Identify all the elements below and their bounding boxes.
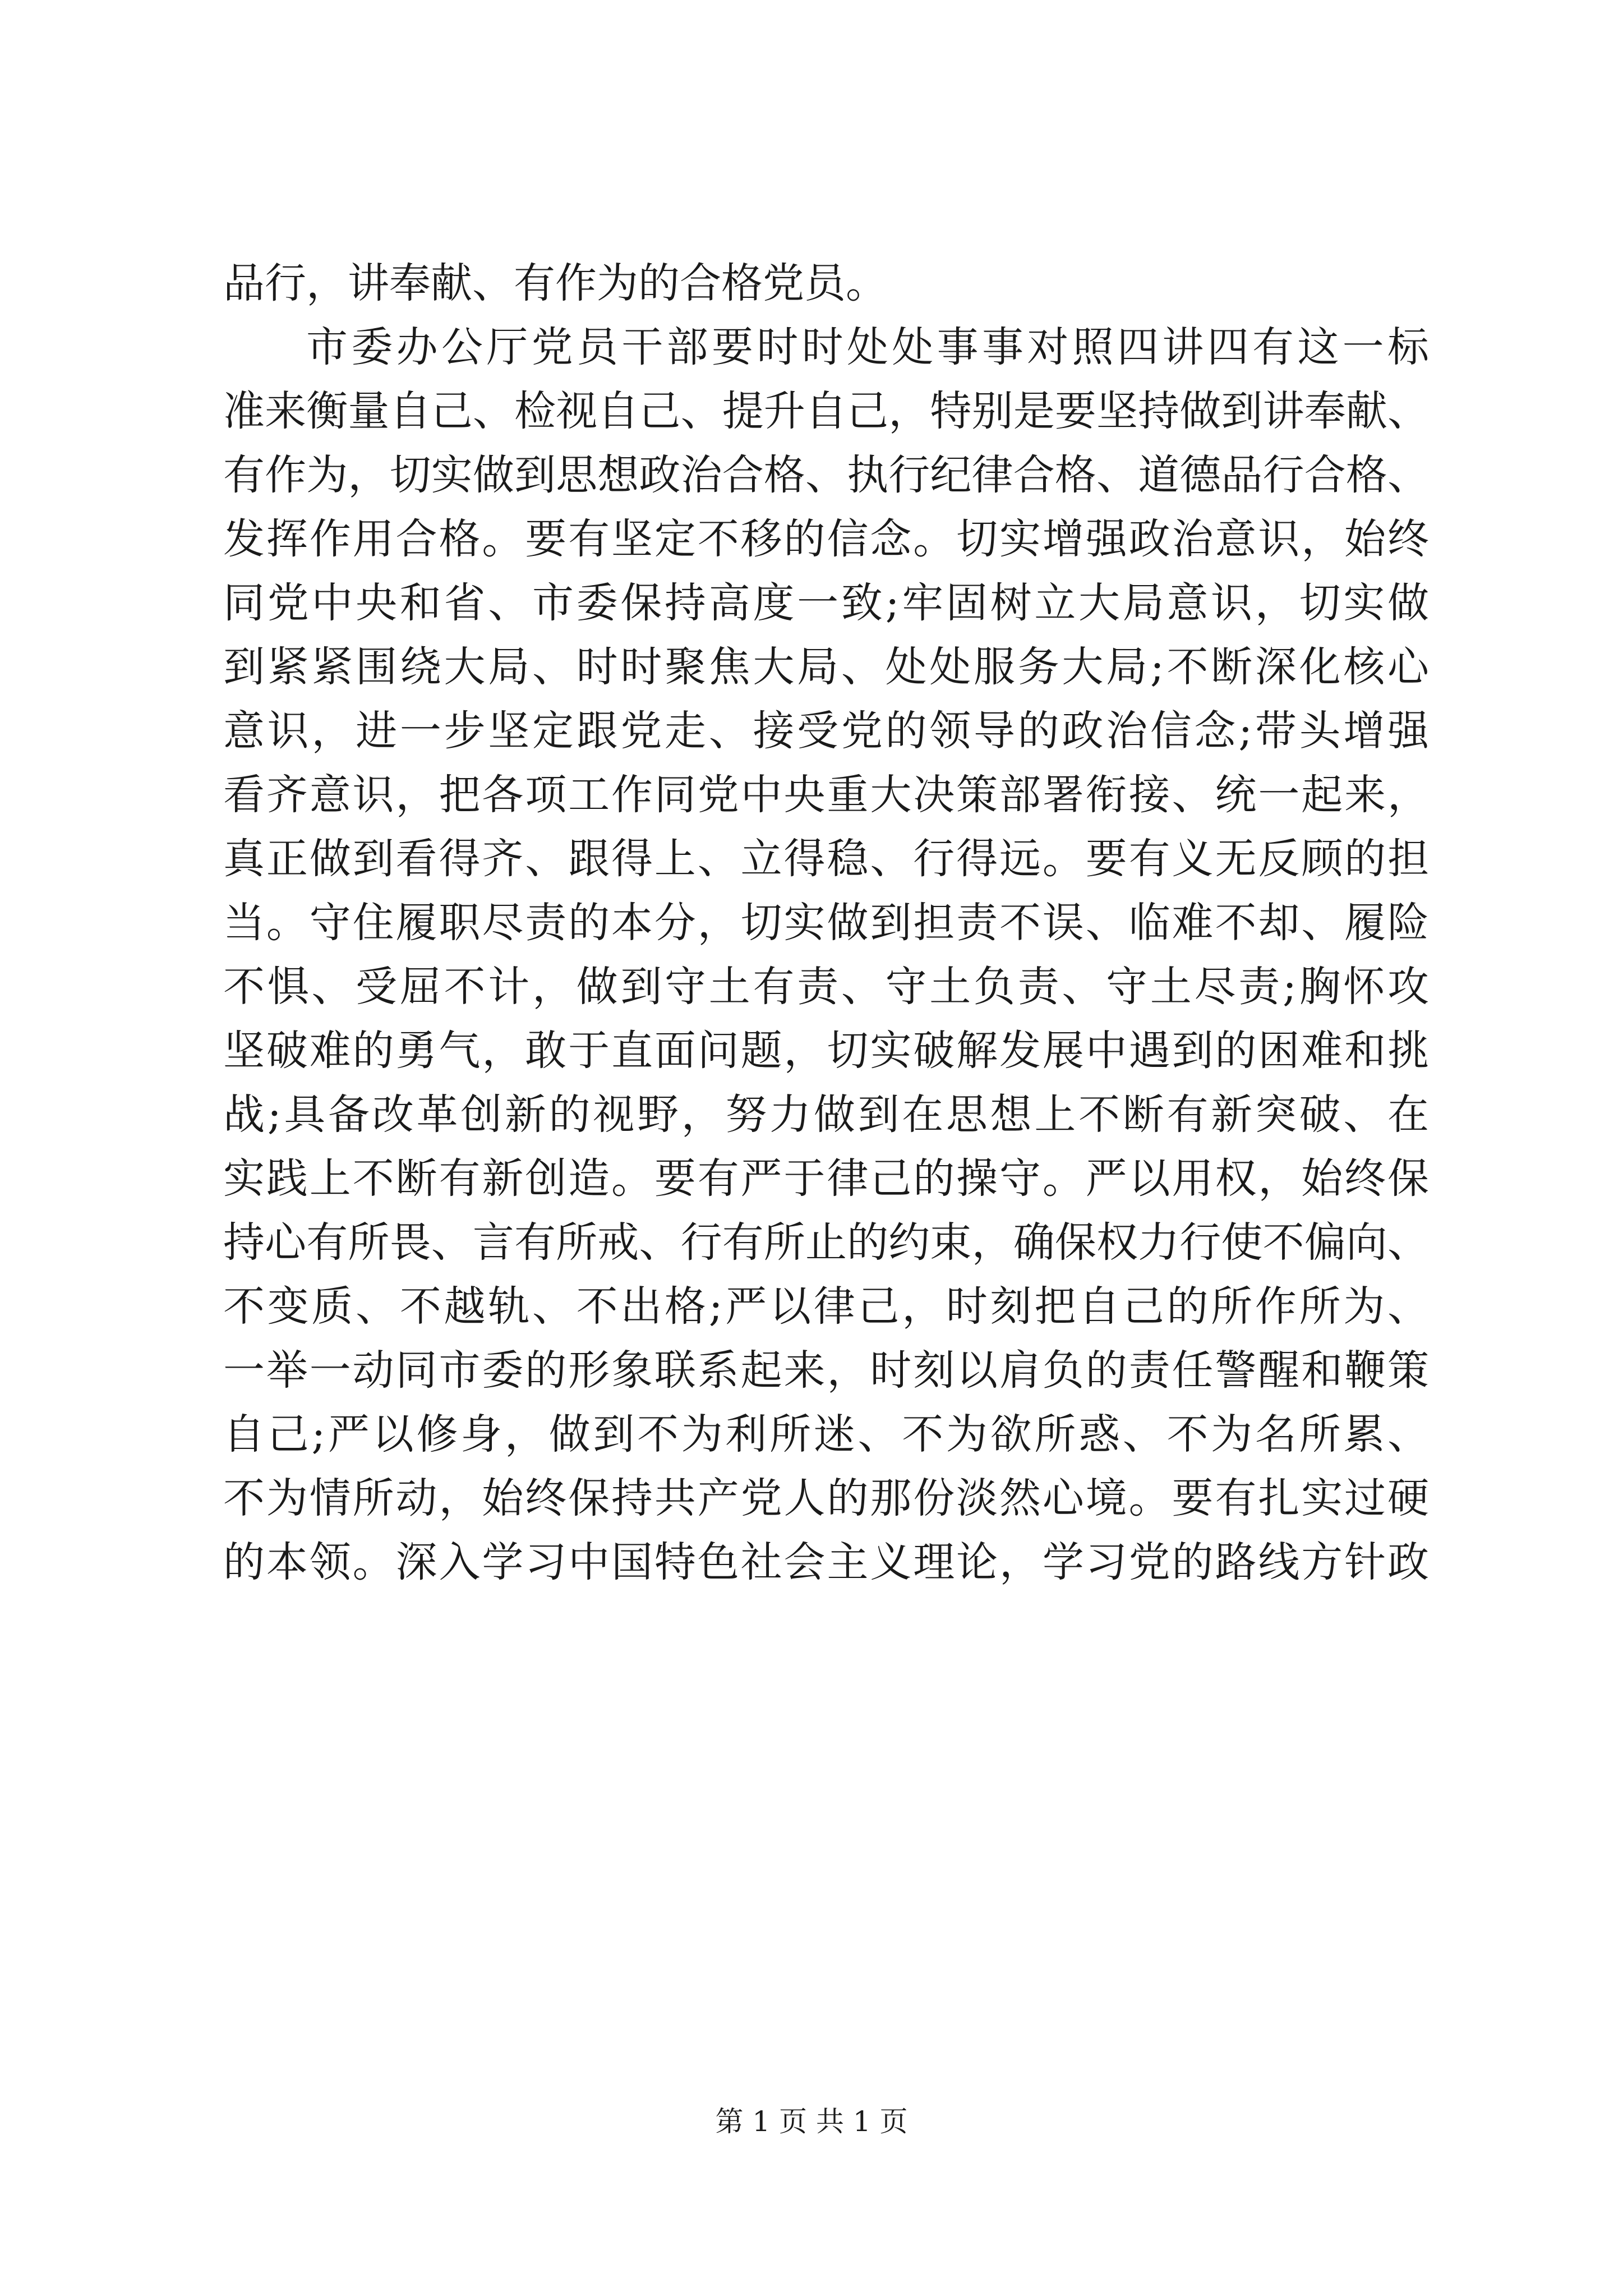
text-line: 真正做到看得齐、跟得上、立得稳、行得远。要有义无反顾的担 [223,835,1429,883]
text-line: 发挥作用合格。要有坚定不移的信念。切实增强政治意识，始终 [223,515,1429,563]
text-line: 当。守住履职尽责的本分，切实做到担责不误、临难不却、履险 [223,899,1429,947]
text-line: 看齐意识，把各项工作同党中央重大决策部署衔接、统一起来， [223,771,1429,819]
document-body [223,251,1429,1594]
text-line: 同党中央和省、市委保持高度一致;牢固树立大局意识，切实做 [223,579,1429,627]
page-footer [0,2105,1623,2138]
text-line: 意识，进一步坚定跟党走、接受党的领导的政治信念;带头增强 [223,707,1429,755]
text-line: 坚破难的勇气，敢于直面问题，切实破解发展中遇到的困难和挑 [223,1027,1429,1075]
text-line: 实践上不断有新创造。要有严于律己的操守。严以用权，始终保 [223,1154,1429,1203]
text-line: 品行，讲奉献、有作为的合格党员。 [223,259,887,307]
text-line: 一举一动同市委的形象联系起来，时刻以肩负的责任警醒和鞭策 [223,1346,1429,1395]
page-number-label: 第 1 页 共 1 页 [715,2105,908,2138]
text-line: 市委办公厅党员干部要时时处处事事对照四讲四有这一标 [306,323,1429,371]
text-line: 不变质、不越轨、不出格;严以律己，时刻把自己的所作所为、 [223,1282,1429,1331]
text-line: 不惧、受屈不计，做到守土有责、守土负责、守土尽责;胸怀攻 [223,963,1429,1011]
text-line: 不为情所动，始终保持共产党人的那份淡然心境。要有扎实过硬 [223,1474,1429,1522]
text-line: 自己;严以修身，做到不为利所迷、不为欲所惑、不为名所累、 [223,1410,1429,1458]
text-line: 到紧紧围绕大局、时时聚焦大局、处处服务大局;不断深化核心 [223,643,1429,691]
text-line: 战;具备改革创新的视野，努力做到在思想上不断有新突破、在 [223,1091,1429,1139]
text-line: 有作为，切实做到思想政治合格、执行纪律合格、道德品行合格、 [223,451,1429,499]
text-line: 持心有所畏、言有所戒、行有所止的约束，确保权力行使不偏向、 [223,1218,1429,1267]
text-line: 准来衡量自己、检视自己、提升自己，特别是要坚持做到讲奉献、 [223,387,1429,435]
text-line: 的本领。深入学习中国特色社会主义理论，学习党的路线方针政 [223,1538,1429,1586]
